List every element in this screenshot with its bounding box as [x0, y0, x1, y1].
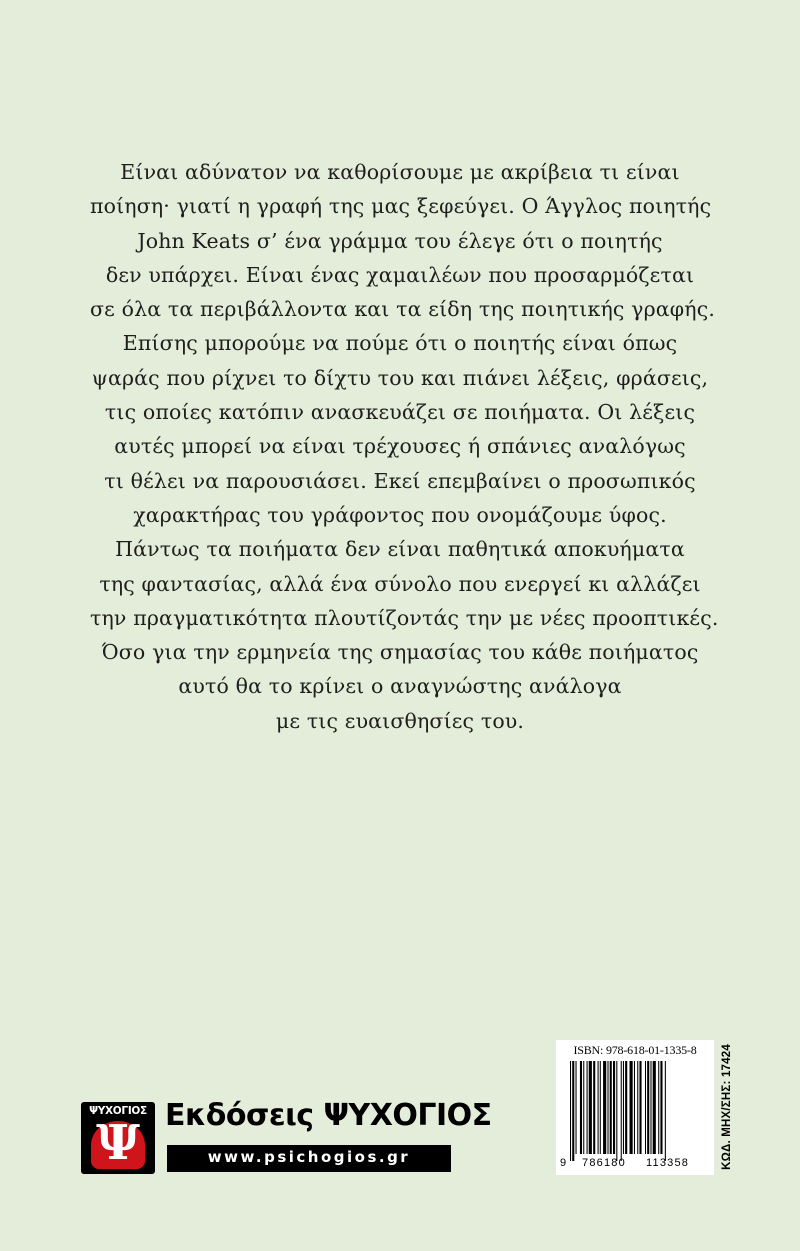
publisher-url: www.psichogios.gr [207, 1148, 411, 1166]
barcode-bar [598, 1061, 599, 1154]
blurb-line: αυτό θα το κρίνει ο αναγνώστης ανάλογα [178, 674, 622, 699]
publisher-logo [81, 1102, 155, 1174]
barcode-bar [613, 1061, 615, 1154]
product-code-text: ΚΩΔ. ΜΗΧ/ΣΗΣ: 17424 [721, 1044, 733, 1170]
barcode-bar [653, 1061, 656, 1154]
blurb-line: τις οποίες κατόπιν ανασκευάζει σε ποιήματα. Οι λέξεις [104, 400, 696, 425]
barcode-bar [665, 1061, 666, 1161]
publisher-block [81, 1098, 492, 1178]
barcode-digits-right: 113358 [646, 1157, 690, 1169]
blurb-line: δεν υπάρχει. Είναι ένας χαμαιλέων που προσαρμόζεται [105, 262, 695, 287]
barcode-bar [576, 1061, 577, 1154]
barcode-bar [630, 1061, 633, 1154]
blurb-line: John Keats σ’ ένα γράμμα του έλεγε ότι ο ποιητής [137, 228, 663, 253]
barcode-bar [647, 1061, 649, 1154]
barcode-bar [621, 1061, 622, 1161]
barcode-digits-left: 786180 [582, 1157, 626, 1169]
back-cover-blurb [90, 155, 719, 738]
barcode-bar [658, 1061, 659, 1154]
barcode-bar [593, 1061, 595, 1154]
barcode-bar [616, 1061, 617, 1161]
barcode-bar [650, 1061, 651, 1154]
barcode-bar [572, 1061, 574, 1161]
blurb-line: Είναι αδύνατον να καθορίσουμε με ακρίβεια τι είναι [120, 160, 680, 184]
barcode-bar [587, 1061, 588, 1154]
blurb-line: Πάντως τα ποιήματα δεν είναι παθητικά αποκυήματα [115, 537, 685, 562]
blurb-line: της φαντασίας, αλλά ένα σύνολο που ενεργεί κι αλλάζει [99, 571, 701, 596]
blurb-line: Επίσης μπορούμε να πούμε ότι ο ποιητής είναι όπως [122, 331, 678, 356]
publisher-url-bar [167, 1145, 451, 1172]
blurb-line: με τις ευαισθησίες του. [275, 708, 525, 733]
blurb-line: σε όλα τα περιβάλλοντα και τα είδη της ποιητικής γραφής. [90, 297, 716, 322]
barcode-bar [637, 1061, 638, 1154]
barcode-bar [639, 1061, 641, 1154]
barcode-digit-first: 9 [560, 1157, 567, 1169]
blurb-line: τι θέλει να παρουσιάσει. Εκεί επεμβαίνει ο προσωπικός [104, 468, 696, 493]
product-code [718, 1040, 736, 1175]
barcode-bar [583, 1061, 584, 1154]
barcode-bar [623, 1061, 624, 1154]
barcode-bar [660, 1061, 662, 1154]
barcode-bar [570, 1061, 571, 1161]
barcode-bar [645, 1061, 646, 1154]
barcode-bar [607, 1061, 608, 1154]
psi-logo-icon [91, 1115, 145, 1171]
blurb-line: ψαράς που ρίχνει το δίχτυ του και πιάνει λέξεις, φράσεις, [91, 365, 709, 390]
blurb-line: την πραγματικότητα πλουτίζοντάς την με νέες προοπτικές. [90, 605, 719, 630]
blurb-line: ποίηση· γιατί η γραφή της μας ξεφεύγει. Ο Άγγλος ποιητής [90, 194, 712, 219]
blurb-line: χαρακτήρας του γράφοντος που ονομάζουμε ύφος. [133, 502, 667, 527]
logo-wordmark: ΨΥΧΟΓΙΟΣ [89, 1105, 147, 1117]
isbn-number: ISBN: 978-618-01-1335-8 [573, 1043, 697, 1057]
publisher-name: Εκδόσεις ΨΥΧΟΓΙΟΣ [165, 1098, 492, 1133]
barcode-bar [634, 1061, 635, 1154]
blurb-line: αυτές μπορεί να είναι τρέχουσες ή σπάνιες αναλόγως [114, 434, 686, 459]
blurb-line: Όσο για την ερμηνεία της σημασίας του κάθε ποιήματος [101, 640, 699, 665]
isbn-barcode [556, 1040, 714, 1175]
barcode-bars [570, 1061, 704, 1161]
barcode-bar [580, 1061, 582, 1154]
barcode-bar [603, 1061, 606, 1154]
logo-symbol: Ψ [96, 1115, 140, 1171]
barcode-bar [589, 1061, 592, 1154]
barcode-bar [600, 1061, 601, 1154]
barcode-bar [625, 1061, 627, 1154]
barcode-bar [610, 1061, 612, 1154]
